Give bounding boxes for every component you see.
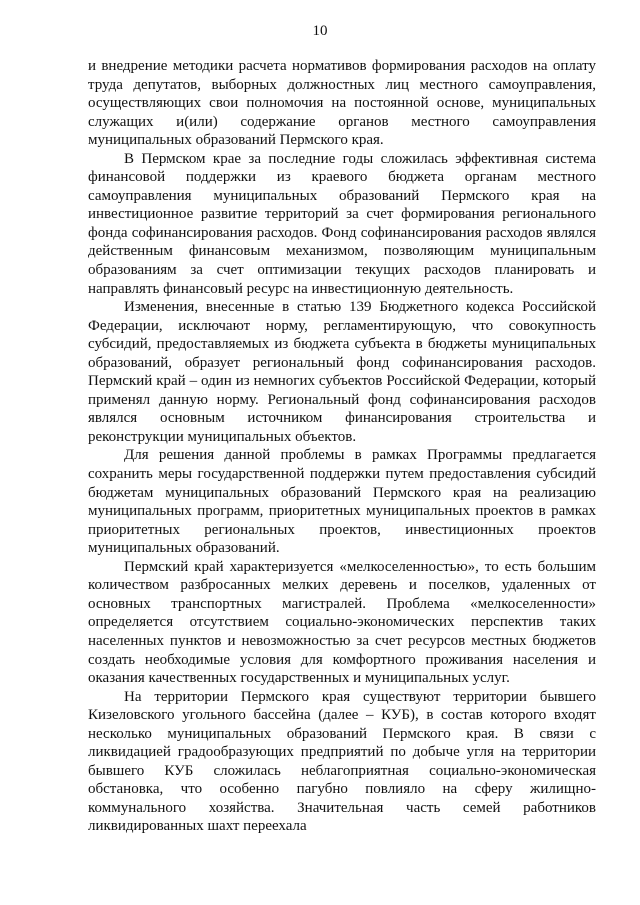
- paragraph-1: и внедрение методики расчета нормативов формирования расходов на оплату труда депутатов, выборных должностных лиц местного самоуправления, осуществляющих свои полномочия на постоянной основе, муниципальных служащих и(или) содержание органов местного самоуправления муниципальных образований Пермского края.: [88, 58, 596, 149]
- document-body: [88, 57, 596, 836]
- paragraph-2: В Пермском крае за последние годы сложилась эффективная система финансовой поддержки из краевого бюджета органам местного самоуправления муниципальных образований Пермского края на инвестиционное развитие территорий за счет формирования регионального фонда софинансирования расходов. Фонд софинансирования расходов являлся действенным финансовым механизмом, позволяющим муниципальным образованиям за счет оптимизации текущих расходов планировать и направлять финансовый ресурс на инвестиционную деятельность.: [88, 150, 596, 297]
- paragraph-4: Для решения данной проблемы в рамках Программы предлагается сохранить меры государственной поддержки путем предоставления субсидий бюджетам муниципальных образований Пермского края на реализацию муниципальных программ, приоритетных муниципальных проектов в рамках приоритетных региональных проектов, инвестиционных проектов муниципальных образований.: [88, 447, 596, 557]
- page-number: 10: [312, 23, 328, 39]
- paragraph-5: Пермский край характеризуется «мелкоселенностью», то есть большим количеством разбросанных мелких деревень и поселков, удаленных от основных транспортных магистралей. Проблема «мелкоселенности» определяется отсутствием социально-экономических перспектив таких населенных пунктов и невозможностью за счет ресурсов местных бюджетов создать необходимые условия для комфортного проживания населения и оказания качественных государственных и муниципальных услуг.: [88, 558, 596, 687]
- paragraph-3: Изменения, внесенные в статью 139 Бюджетного кодекса Российской Федерации, исключают норму, регламентирующую, что совокупность субсидий, предоставляемых из бюджета субъекта в бюджеты муниципальных образований, образует региональный фонд софинансирования расходов. Пермский край – один из немногих субъектов Российской Федерации, который применял данную норму. Региональный фонд софинансирования расходов являлся основным источником финансирования строительства и реконструкции муниципальных объектов.: [88, 299, 596, 445]
- paragraph-6: На территории Пермского края существуют территории бывшего Кизеловского угольного бассейна (далее – КУБ), в состав которого входят несколько муниципальных образований Пермского края. В связи с ликвидацией градообразующих предприятий по добыче угля на территории бывшего КУБ сложилась неблагоприятная социально-экономическая обстановка, что особенно пагубно повлияло на сферу жилищно-коммунального хозяйства. Значительная часть семей работников ликвидированных шахт переехала: [88, 688, 596, 835]
